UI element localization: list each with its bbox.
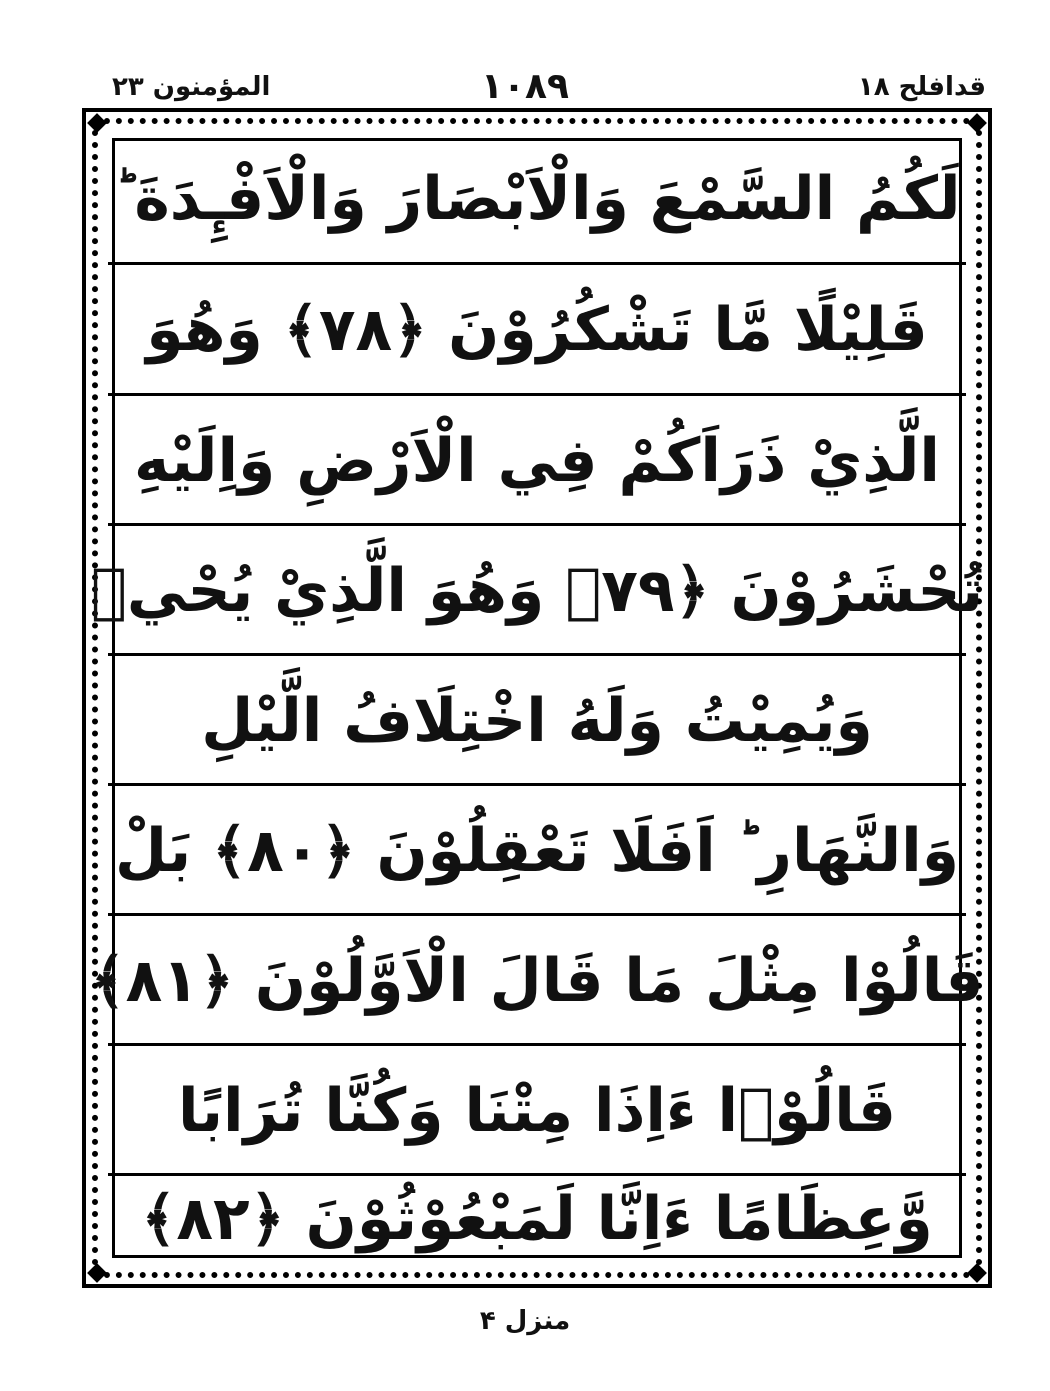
text-line: الَّذِيْ ذَرَاَكُمْ فِي الْاَرْضِ وَاِلَيْهِ: [134, 426, 940, 496]
manzil-label: منزل ۴: [479, 1306, 571, 1336]
text-line: تُحْشَرُوْنَ ﴿۷۹﴾ وَهُوَ الَّذِيْ يُحْيٖ: [90, 556, 984, 626]
text-line: وَيُمِيْتُ وَلَهُ اخْتِلَافُ الَّيْلِ: [201, 686, 873, 756]
text-line: قَالُوْۤا ءَاِذَا مِتْنَا وَكُنَّا تُرَابًا: [177, 1076, 897, 1146]
text-lines: [90, 134, 984, 1262]
text-line: لَكُمُ السَّمْعَ وَالْاَبْصَارَ وَالْاَفْـِٕدَةَ ؕ: [113, 164, 961, 234]
text-line: وَّعِظَامًا ءَاِنَّا لَمَبْعُوْثُوْنَ ﴿۸۲﴾: [141, 1184, 933, 1254]
juz-name: قدافلح ۱۸: [857, 72, 986, 102]
text-line: وَالنَّهَارِ ؕ اَفَلَا تَعْقِلُوْنَ ﴿۸۰﴾ بَلْ: [115, 816, 959, 886]
text-line: قَالُوْا مِثْلَ مَا قَالَ الْاَوَّلُوْنَ ﴿۸۱﴾: [90, 946, 984, 1016]
page-number: ۱۰۸۹: [481, 66, 569, 107]
surah-name: المؤمنون ۲۳: [112, 72, 271, 102]
text-line: قَلِيْلًا مَّا تَشْكُرُوْنَ ﴿۷۸﴾ وَهُوَ: [146, 295, 928, 365]
